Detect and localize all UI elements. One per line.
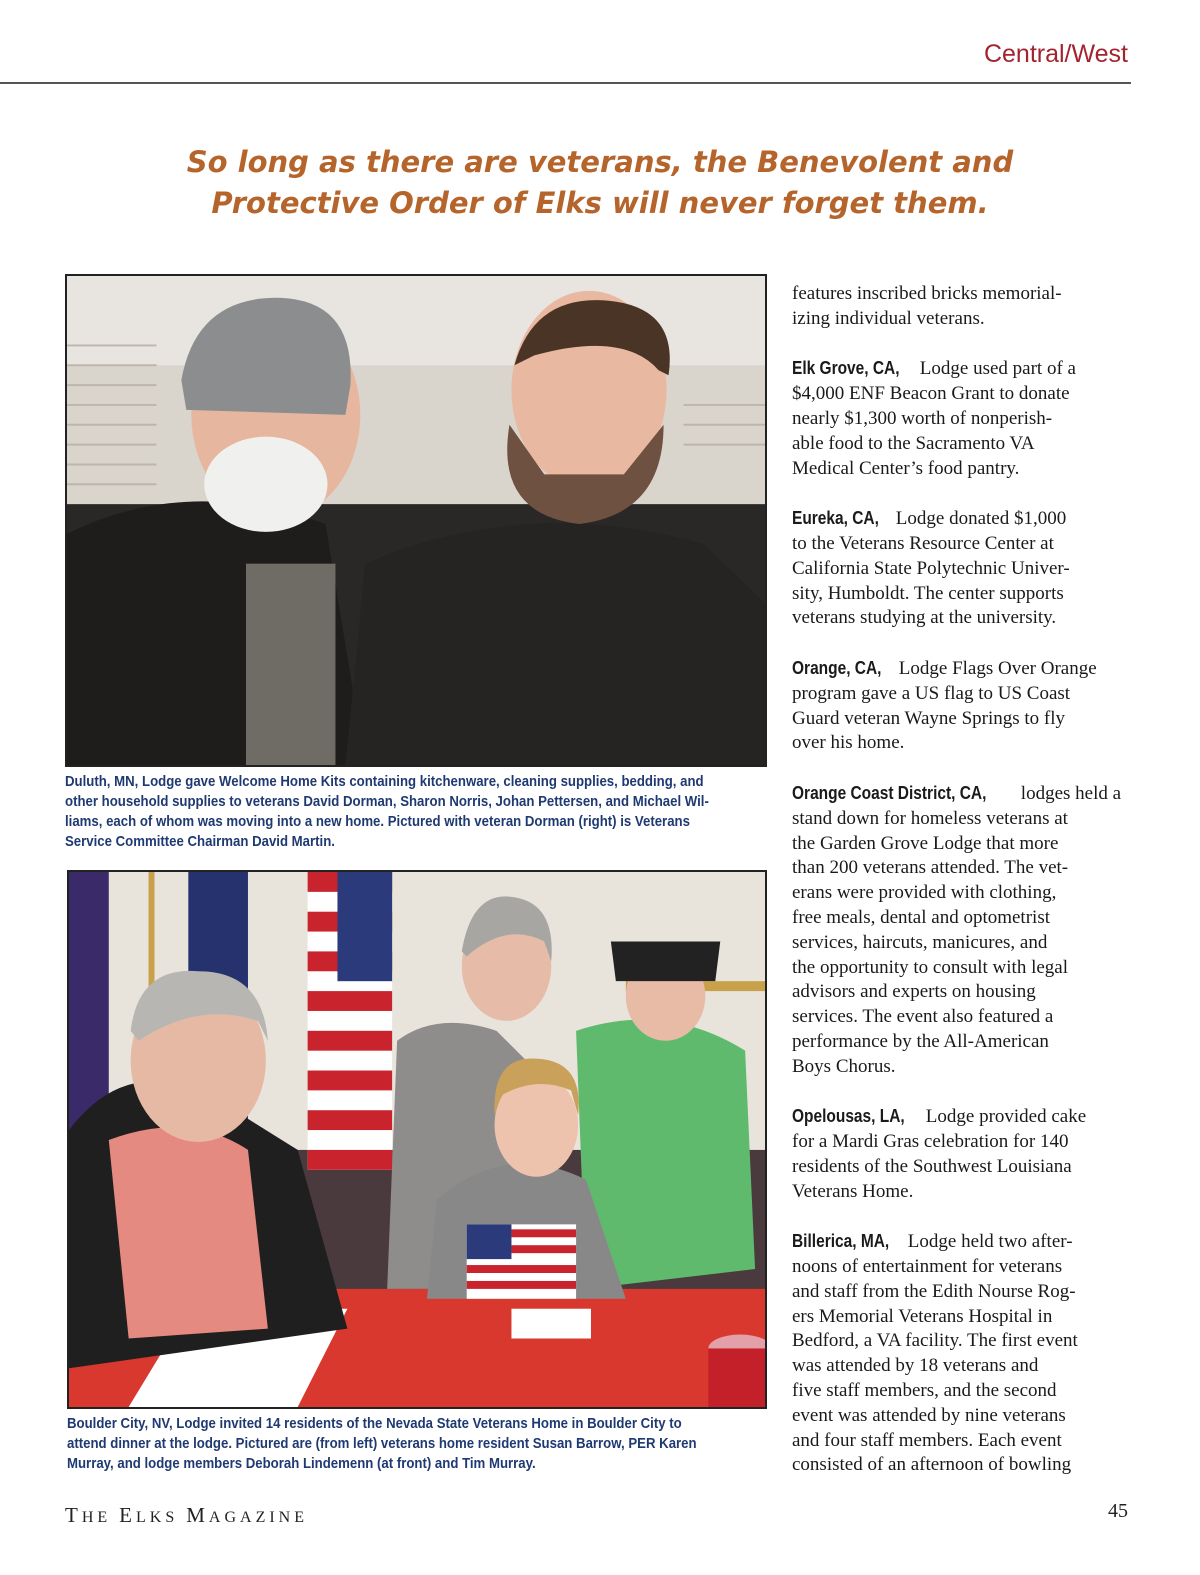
article-column	[792, 282, 1137, 1503]
text-line: features inscribed bricks memorial-	[792, 283, 1062, 304]
caption-line: other household supplies to veterans David Dorman, Sharon Norris, Johan Pettersen, and Michael Wil-	[65, 793, 709, 810]
text-line: Billerica, MA, Lodge held two after-	[792, 1231, 1073, 1253]
text-line: was attended by 18 veterans and	[792, 1355, 1039, 1377]
text-line: $4,000 ENF Beacon Grant to donate	[792, 383, 1070, 405]
text-line: over his home.	[792, 732, 905, 754]
text-line: noons of entertainment for veterans	[792, 1256, 1063, 1278]
text-line: Medical Center’s food pantry.	[792, 457, 1020, 479]
text-line: event was attended by nine veterans	[792, 1404, 1066, 1426]
entry-lead: Orange, CA,	[792, 657, 882, 678]
text-line: Guard veteran Wayne Springs to fly	[792, 707, 1066, 729]
caption-line: liams, each of whom was moving into a new home. Pictured with veteran Dorman (right) is Veterans	[65, 813, 690, 830]
text-line: and four staff members. Each event	[792, 1429, 1062, 1451]
caption-line: Service Committee Chairman David Martin.	[65, 833, 335, 850]
text-line: Veterans Home.	[792, 1180, 914, 1202]
text-line: izing individual veterans.	[792, 307, 985, 329]
text-line: sity, Humboldt. The center supports	[792, 582, 1064, 604]
section-label: Central/West	[983, 40, 1128, 68]
text-line: and staff from the Edith Nourse Rog-	[792, 1280, 1076, 1302]
text-line: Orange, CA, Lodge Flags Over Orange	[792, 657, 1097, 679]
text-line: California State Polytechnic Univer-	[792, 557, 1070, 579]
entry-lead: Eureka, CA,	[792, 508, 879, 529]
pull-quote-line: Protective Order of Elks will never forget them.	[211, 186, 989, 220]
text-line: consisted of an afternoon of bowling	[792, 1454, 1072, 1476]
text-line: nearly $1,300 worth of nonperish-	[792, 407, 1053, 429]
article-paragraph	[792, 506, 1137, 631]
text-line: erans were provided with clothing,	[792, 882, 1057, 904]
article-paragraph	[792, 656, 1137, 756]
caption-line: Boulder City, NV, Lodge invited 14 residents of the Nevada State Veterans Home in Boulder City to	[67, 1415, 682, 1432]
text-line: Orange Coast District, CA, lodges held a	[792, 782, 1122, 804]
text-line: services. The event also featured a	[792, 1006, 1054, 1028]
photo-boulder-city	[67, 870, 767, 1409]
text-line: residents of the Southwest Louisiana	[792, 1155, 1072, 1177]
article-paragraph	[792, 1229, 1137, 1478]
caption-line: Murray, and lodge members Deborah Lindemenn (at front) and Tim Murray.	[67, 1455, 536, 1472]
text-line: ers Memorial Veterans Hospital in	[792, 1305, 1053, 1327]
text-line: the opportunity to consult with legal	[792, 956, 1068, 978]
text-line: five staff members, and the second	[792, 1380, 1057, 1402]
text-line: Bedford, a VA facility. The first event	[792, 1330, 1078, 1352]
text-line: performance by the All-American	[792, 1030, 1049, 1052]
entry-lead: Opelousas, LA,	[792, 1106, 905, 1127]
photo-caption-duluth	[65, 772, 767, 852]
page-number: 45	[1108, 1500, 1128, 1522]
pull-quote	[150, 142, 1050, 224]
caption-lead: Duluth, MN,	[65, 773, 139, 790]
photo-duluth	[65, 274, 767, 767]
text-line: able food to the Sacramento VA	[792, 432, 1035, 454]
text-line: for a Mardi Gras celebration for 140	[792, 1131, 1069, 1153]
article-paragraph	[792, 781, 1137, 1080]
text-line: stand down for homeless veterans at	[792, 807, 1068, 829]
photo-caption-boulder-city	[67, 1414, 767, 1474]
entry-lead: Elk Grove, CA,	[792, 358, 900, 379]
header-rule	[0, 82, 1131, 84]
text-line: program gave a US flag to US Coast	[792, 682, 1071, 704]
text-line: than 200 veterans attended. The vet-	[792, 857, 1069, 879]
caption-line: attend dinner at the lodge. Pictured are (from left) veterans home resident Susan Barrow, PER Karen	[67, 1435, 697, 1452]
text-line: advisors and experts on housing	[792, 981, 1036, 1003]
text-line: to the Veterans Resource Center at	[792, 532, 1054, 554]
text-line: free meals, dental and optometrist	[792, 906, 1050, 928]
text-line: services, haircuts, manicures, and	[792, 931, 1048, 953]
caption-lead: Boulder City, NV,	[67, 1415, 173, 1432]
article-paragraph	[792, 356, 1137, 481]
entry-lead: Billerica, MA,	[792, 1231, 890, 1252]
article-paragraph	[792, 282, 1137, 332]
pull-quote-line: So long as there are veterans, the Benevolent and	[186, 145, 1014, 179]
entry-lead: Orange Coast District, CA,	[792, 782, 987, 803]
text-line: the Garden Grove Lodge that more	[792, 832, 1059, 854]
text-line: veterans studying at the university.	[792, 607, 1057, 629]
text-line: Boys Chorus.	[792, 1055, 896, 1077]
article-paragraph	[792, 1104, 1137, 1204]
caption-line: Duluth, MN, Lodge gave Welcome Home Kits containing kitchenware, cleaning supplies, bedding, and	[65, 773, 704, 790]
magazine-title: THE ELKS MAGAZINE	[65, 1503, 308, 1527]
text-line: Eureka, CA, Lodge donated $1,000	[792, 508, 1067, 530]
text-line: Opelousas, LA, Lodge provided cake	[792, 1106, 1087, 1128]
text-line: Elk Grove, CA, Lodge used part of a	[792, 358, 1076, 380]
